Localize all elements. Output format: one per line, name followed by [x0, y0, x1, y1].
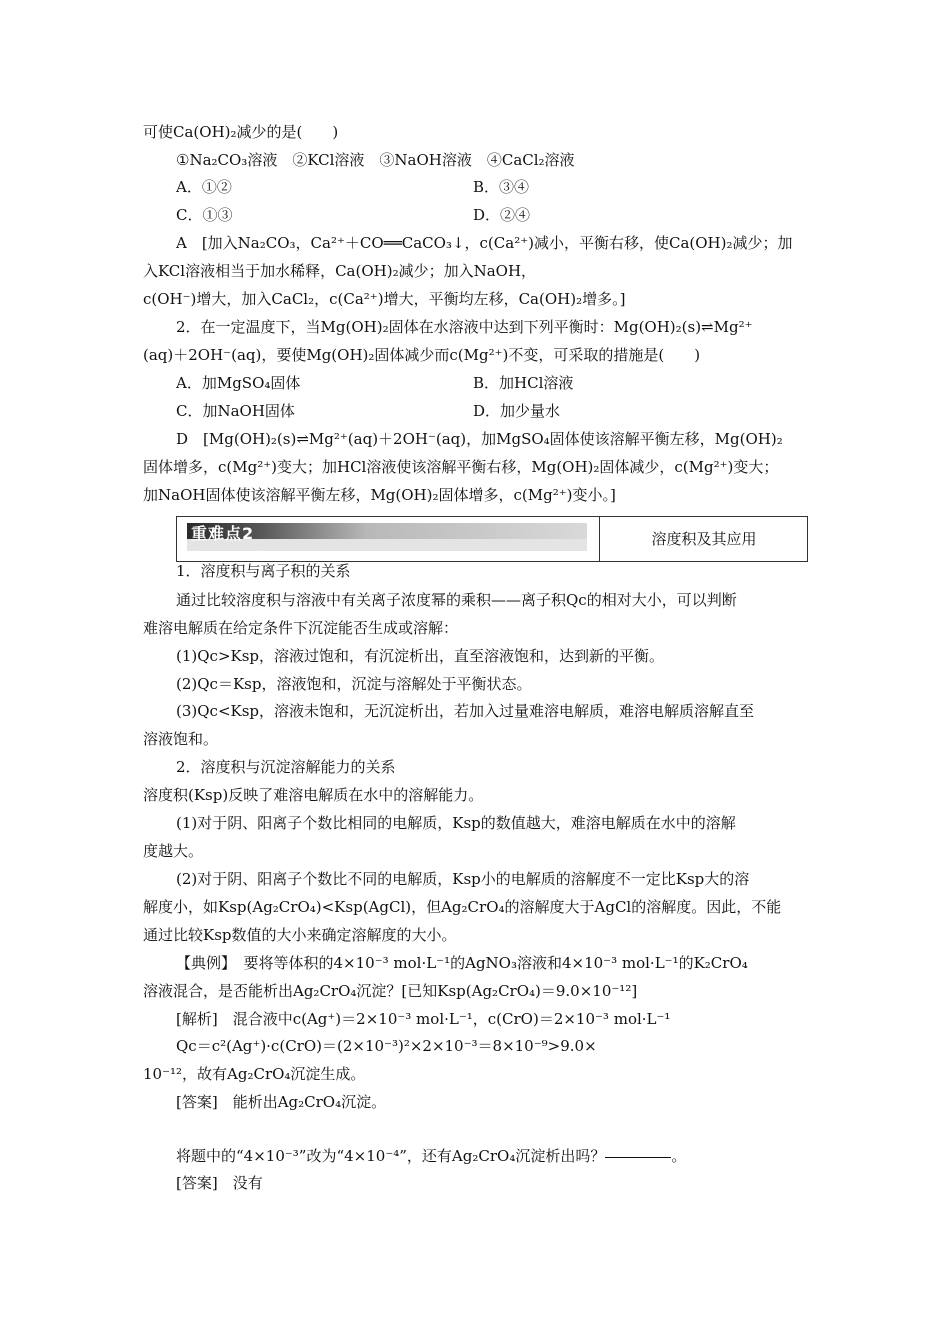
item-3-line-1: (3)Qc<Ksp，溶液未饱和，无沉淀析出，若加入过量难溶电解质，难溶电解质溶解直至	[176, 702, 755, 720]
point-2-line-2: 解度小，如Ksp(Ag₂CrO₄)<Ksp(AgCl)，但Ag₂CrO₄的溶解度大于AgCl的溶解度。因此，不能	[143, 898, 782, 916]
answer-1: [答案] 能析出Ag₂CrO₄沉淀。	[176, 1093, 387, 1111]
q1-stem-tail: 可使Ca(OH)₂减少的是( )	[143, 123, 339, 141]
q2-stem-line-1: 2．在一定温度下，当Mg(OH)₂固体在水溶液中达到下列平衡时：Mg(OH)₂(s)⇌Mg²⁺	[176, 318, 753, 336]
item-1: (1)Qc>Ksp，溶液过饱和，有沉淀析出，直至溶液饱和，达到新的平衡。	[176, 647, 665, 665]
point-2-line-3: 通过比较Ksp数值的大小来确定溶解度的大小。	[143, 926, 457, 944]
paragraph-1-line-1: 通过比较溶度积与溶液中有关离子浓度幂的乘积——离子积Qc的相对大小，可以判断	[176, 591, 737, 609]
q1-option-a: A．①②	[176, 178, 232, 196]
q1-option-b: B．③④	[473, 178, 530, 196]
q1-option-d: D．②④	[473, 206, 531, 224]
paragraph-2: 溶度积(Ksp)反映了难溶电解质在水中的溶解能力。	[143, 786, 484, 804]
solution-line-3: 10⁻¹²，故有Ag₂CrO₄沉淀生成。	[143, 1065, 366, 1083]
point-1-line-1: (1)对于阴、阳离子个数比相同的电解质，Ksp的数值越大，难溶电解质在水中的溶解	[176, 814, 736, 832]
item-3-line-2: 溶液饱和。	[143, 730, 219, 748]
section-tag: 重难点2	[191, 524, 255, 543]
answer-blank	[605, 1157, 671, 1158]
answer-2: [答案] 没有	[176, 1174, 263, 1192]
point-1-line-2: 度越大。	[143, 842, 204, 860]
solution-line-2: Qc＝c²(Ag⁺)·c(CrO)＝(2×10⁻³)²×2×10⁻³＝8×10⁻⁹>9.0×	[176, 1037, 597, 1055]
follow-up-text: 将题中的“4×10⁻³”改为“4×10⁻⁴”，还有Ag₂CrO₄沉淀析出吗？	[176, 1147, 606, 1165]
heading-1: 1．溶度积与离子积的关系	[176, 562, 351, 580]
q2-answer-line-2: 固体增多，c(Mg²⁺)变大；加HCl溶液使该溶解平衡右移，Mg(OH)₂固体减少，c(Mg²⁺)变大；	[143, 458, 779, 476]
q1-option-c: C．①③	[176, 206, 233, 224]
q2-option-c: C．加NaOH固体	[176, 402, 295, 420]
follow-up-question	[176, 1145, 686, 1167]
q2-stem-line-2: (aq)＋2OH⁻(aq)，要使Mg(OH)₂固体减少而c(Mg²⁺)不变，可采取的措施是( )	[143, 346, 701, 364]
example-line-1: 【典例】 要将等体积的4×10⁻³ mol·L⁻¹的AgNO₃溶液和4×10⁻³ mol·L⁻¹的K₂CrO₄	[176, 954, 748, 972]
q1-answer-line-2: 入KCl溶液相当于加水稀释，Ca(OH)₂减少；加入NaOH，	[143, 262, 537, 280]
q2-answer-line-3: 加NaOH固体使该溶解平衡左移，Mg(OH)₂固体增多，c(Mg²⁺)变小。]	[143, 486, 616, 504]
q1-options-line: ①Na₂CO₃溶液 ②KCl溶液 ③NaOH溶液 ④CaCl₂溶液	[176, 151, 575, 169]
q2-option-d: D．加少量水	[473, 402, 561, 420]
q2-option-b: B．加HCl溶液	[473, 374, 574, 392]
point-2-line-1: (2)对于阴、阳离子个数比不同的电解质，Ksp小的电解质的溶解度不一定比Ksp大的溶	[176, 870, 750, 888]
item-2: (2)Qc＝Ksp，溶液饱和，沉淀与溶解处于平衡状态。	[176, 675, 532, 693]
follow-up-end: 。	[671, 1147, 687, 1165]
section-heading-box	[176, 516, 808, 562]
example-line-2: 溶液混合，是否能析出Ag₂CrO₄沉淀？[已知Ksp(Ag₂CrO₄)＝9.0×10⁻¹²]	[143, 982, 638, 1000]
q1-answer-line-3: c(OH⁻)增大，加入CaCl₂，c(Ca²⁺)增大，平衡均左移，Ca(OH)₂增多。]	[143, 290, 626, 308]
section-title: 溶度积及其应用	[651, 530, 757, 548]
heading-2: 2．溶度积与沉淀溶解能力的关系	[176, 758, 396, 776]
q2-option-a: A．加MgSO₄固体	[176, 374, 301, 392]
section-tag-cell	[177, 517, 600, 561]
q1-answer-line-1: A [加入Na₂CO₃，Ca²⁺＋CO══CaCO₃↓，c(Ca²⁺)减小，平衡右移，使Ca(OH)₂减少；加	[176, 234, 793, 252]
q2-answer-line-1: D [Mg(OH)₂(s)⇌Mg²⁺(aq)＋2OH⁻(aq)，加MgSO₄固体使该溶解平衡左移，Mg(OH)₂	[176, 430, 783, 448]
paragraph-1-line-2: 难溶电解质在给定条件下沉淀能否生成或溶解：	[143, 619, 459, 637]
solution-line-1: [解析] 混合液中c(Ag⁺)＝2×10⁻³ mol·L⁻¹，c(CrO)＝2×10⁻³ mol·L⁻¹	[176, 1010, 671, 1028]
